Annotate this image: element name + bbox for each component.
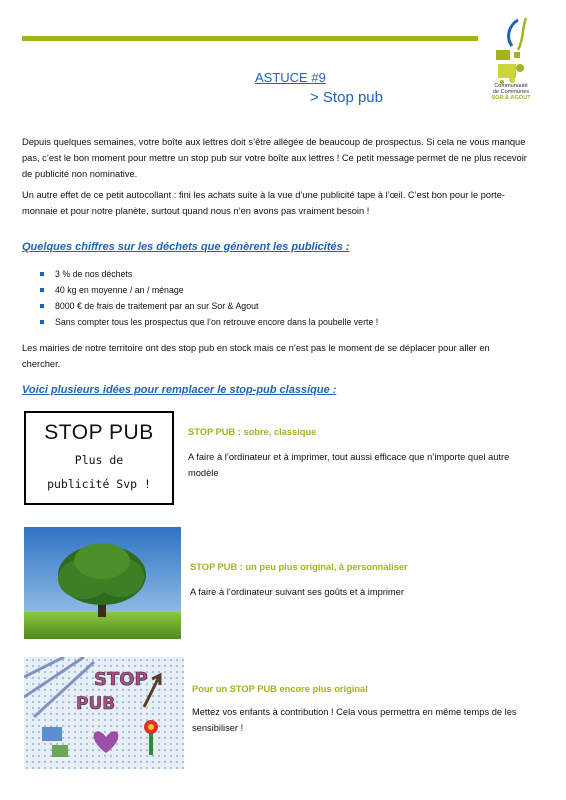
figures-note: Les mairies de notre territoire ont des stop pub en stock mais ce n’est pas le moment de se déplacer pour aller en chercher. <box>22 343 490 369</box>
ideas-heading: Voici plusieurs idées pour remplacer le stop-pub classique : <box>22 384 337 396</box>
page-subtitle: > Stop pub <box>310 89 383 106</box>
list-item: 8000 € de frais de traitement par an sur Sor & Agout <box>40 298 378 314</box>
list-item: 40 kg en moyenne / an / ménage <box>40 282 378 298</box>
list-item: Sans compter tous les prospectus que l’on retrouve encore dans la poubelle verte ! <box>40 314 378 330</box>
stop-pub-sign <box>24 411 174 505</box>
drawing-pub-text: PUB <box>76 694 116 714</box>
stop-sign-title: STOP PUB <box>44 421 154 444</box>
stop-sign-line-2: publicité Svp ! <box>47 477 151 491</box>
idea-2-title: STOP PUB : un peu plus original, à personnaliser <box>190 562 408 572</box>
logo-org-line-2: de Communes <box>492 89 530 95</box>
intro-paragraph-1: Depuis quelques semaines, votre boîte aux lettres doit s’être allégée de beaucoup de prospectus. Si cela ne vous manque pas, c’est le bon moment pour mettre un stop pub sur votre boîte aux lettres ! Ce petit message permet de ne plus recevoir de publicité non nominative. <box>22 137 527 179</box>
intro-paragraph-2: Un autre effet de ce petit autocollant : fini les achats suite à la vue d’une publicité tape à l’œil. C’est bon pour le porte-monnaie et pour notre planète, surtout quand nous n’en avons pas vraiment besoin ! <box>22 190 506 216</box>
idea-3-title: Pour un STOP PUB encore plus original <box>192 684 368 694</box>
idea-1-description: A faire à l’ordinateur et à imprimer, tout aussi efficace que n’importe quel autre modèle <box>188 452 510 478</box>
stop-sign-line-1: Plus de <box>74 453 124 467</box>
header-rule <box>22 36 478 41</box>
page-title: ASTUCE #9 <box>255 70 326 85</box>
drawing-stop-text: STOP <box>94 669 148 690</box>
tree-photo <box>24 527 181 639</box>
logo-org-line-1: Communauté <box>494 83 528 89</box>
list-item: 3 % de nos déchets <box>40 266 378 282</box>
figures-heading: Quelques chiffres sur les déchets que génèrent les publicités : <box>22 241 350 253</box>
logo-brand: SOR & AGOUT <box>491 95 531 101</box>
logo-caption <box>478 83 544 101</box>
figures-list <box>40 266 378 330</box>
idea-1-title: STOP PUB : sobre, classique <box>188 427 317 437</box>
idea-3-description: Mettez vos enfants à contribution ! Cela vous permettra en même temps de les sensibiliser ! <box>192 707 517 733</box>
kids-drawing <box>24 657 184 769</box>
idea-2-description: A faire à l’ordinateur suivant ses goûts et à imprimer <box>190 587 404 597</box>
